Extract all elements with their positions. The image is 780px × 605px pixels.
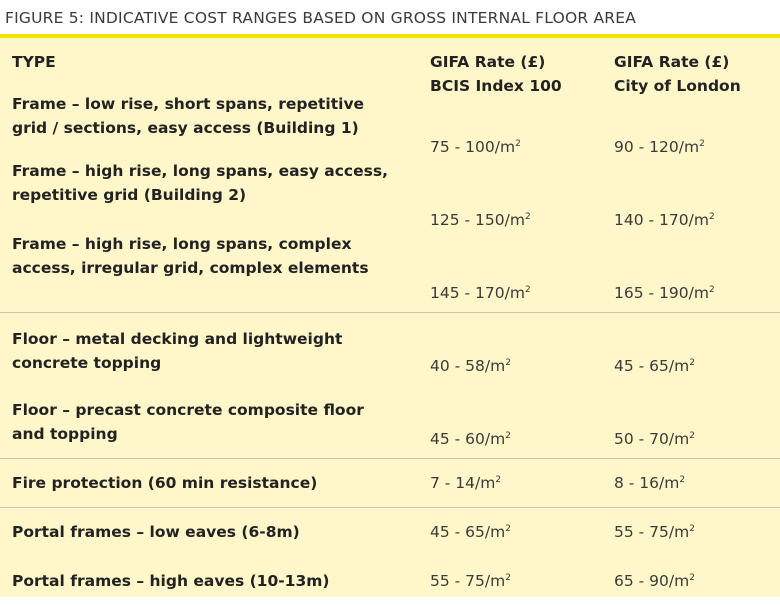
table-header-row xyxy=(0,38,780,95)
row-type-line1: Frame – high rise, long spans, easy access, xyxy=(12,162,388,180)
table-row xyxy=(0,232,780,312)
row-type-line2: and topping xyxy=(12,425,118,443)
table-row xyxy=(0,312,780,378)
row-bcis-rate: $125 - 150/m^2$ xyxy=(430,211,531,229)
row-city-rate: $55 - 75/m^2$ xyxy=(614,523,695,541)
cost-table xyxy=(0,38,780,597)
row-city-rate: $8 - 16/m^2$ xyxy=(614,474,686,492)
row-city-rate: $50 - 70/m^2$ xyxy=(614,430,695,448)
row-type xyxy=(0,313,418,378)
row-type: Fire protection (60 min resistance) xyxy=(12,474,318,492)
figure-caption: FIGURE 5: INDICATIVE COST RANGES BASED ON GROSS INTERNAL FLOOR AREA xyxy=(5,9,637,27)
row-type-line1: Floor – metal decking and lightweight xyxy=(12,330,343,348)
table-row xyxy=(0,507,780,556)
table-row xyxy=(0,556,780,605)
row-type xyxy=(0,378,418,451)
row-type-line1: Floor – precast concrete composite floor xyxy=(12,401,364,419)
row-type xyxy=(0,232,418,305)
row-type-line2: concrete topping xyxy=(12,354,162,372)
row-type-line2: repetitive grid (Building 2) xyxy=(12,186,247,204)
header-city-line1: GIFA Rate (£) xyxy=(614,53,730,71)
row-bcis-rate: $7 - 14/m^2$ xyxy=(430,474,502,492)
row-bcis-rate: $55 - 75/m^2$ xyxy=(430,571,511,590)
row-city-rate: $45 - 65/m^2$ xyxy=(614,357,695,375)
header-type: TYPE xyxy=(12,53,56,71)
row-type-line1: Frame – low rise, short spans, repetitive xyxy=(12,95,365,113)
row-type xyxy=(0,159,418,232)
row-type xyxy=(0,92,418,159)
row-bcis-rate: $75 - 100/m^2$ xyxy=(430,138,521,156)
table-row xyxy=(0,458,780,507)
row-bcis-rate: $145 - 170/m^2$ xyxy=(430,284,531,302)
row-type-line2: access, irregular grid, complex elements xyxy=(12,259,369,277)
header-bcis-line1: GIFA Rate (£) xyxy=(430,53,546,71)
row-type-line2: grid / sections, easy access (Building 1) xyxy=(12,119,359,137)
row-city-rate: $140 - 170/m^2$ xyxy=(614,211,715,229)
row-type-line1: Frame – high rise, long spans, complex xyxy=(12,235,352,253)
table-row xyxy=(0,92,780,159)
row-city-rate: $65 - 90/m^2$ xyxy=(614,571,695,590)
header-bcis xyxy=(418,50,604,95)
header-city xyxy=(604,50,780,95)
row-type: Portal frames – low eaves (6-8m) xyxy=(12,523,300,541)
row-city-rate: $165 - 190/m^2$ xyxy=(614,284,715,302)
row-bcis-rate: $40 - 58/m^2$ xyxy=(430,357,511,375)
table-row xyxy=(0,159,780,232)
header-bcis-line2: BCIS Index 100 xyxy=(430,77,562,95)
row-type: Portal frames – high eaves (10-13m) xyxy=(12,571,330,590)
row-bcis-rate: $45 - 60/m^2$ xyxy=(430,430,511,448)
row-city-rate: $90 - 120/m^2$ xyxy=(614,138,705,156)
header-city-line2: City of London xyxy=(614,77,741,95)
row-bcis-rate: $45 - 65/m^2$ xyxy=(430,523,511,541)
table-row xyxy=(0,378,780,458)
